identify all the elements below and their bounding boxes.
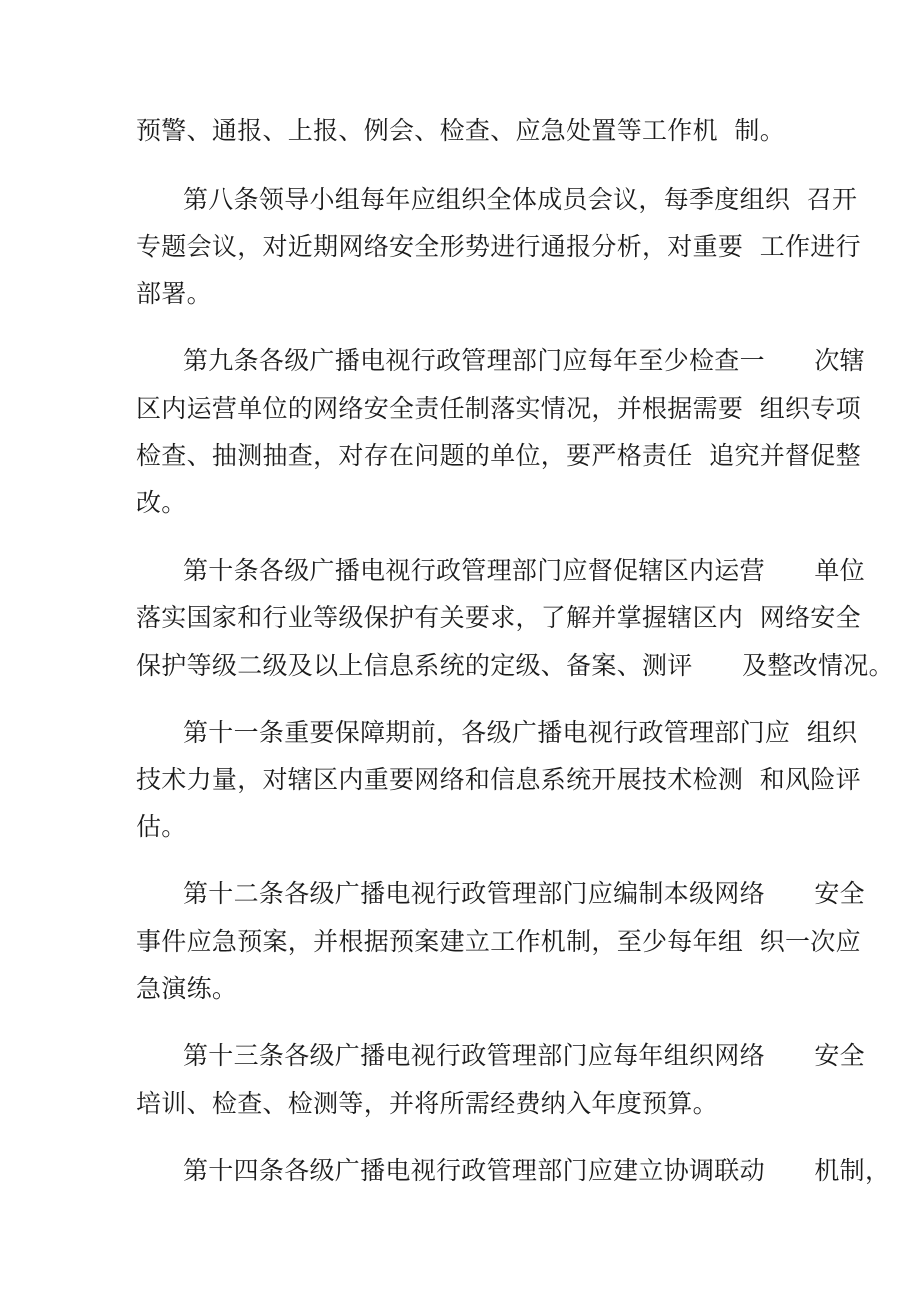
paragraph-line: 第十四条各级广播电视行政管理部门应建立协调联动 机制， — [183, 1156, 891, 1185]
paragraph-line: 专题会议，对近期网络安全形势进行通报分析，对重要 工作进行 — [136, 232, 861, 261]
paragraph-line: 急演练。 — [136, 974, 238, 1003]
paragraph-line: 检查、抽测抽查，对存在问题的单位，要严格责任 追究并督促整 — [136, 441, 861, 470]
paragraph-line: 第十三条各级广播电视行政管理部门应每年组织网络 安全 — [183, 1041, 865, 1070]
paragraph-line: 预警、通报、上报、例会、检查、应急处置等工作机 制。 — [136, 116, 785, 145]
paragraph-line: 第九条各级广播电视行政管理部门应每年至少检查一 次辖 — [183, 346, 865, 375]
paragraph-line: 部署。 — [136, 279, 212, 308]
paragraph-line: 第十二条各级广播电视行政管理部门应编制本级网络 安全 — [183, 879, 865, 908]
paragraph-line: 培训、检查、检测等，并将所需经费纳入年度预算。 — [136, 1089, 718, 1118]
paragraph-line: 落实国家和行业等级保护有关要求，了解并掌握辖区内 网络安全 — [136, 603, 861, 632]
paragraph-line: 保护等级二级及以上信息系统的定级、备案、测评 及整改情况。 — [136, 651, 894, 680]
paragraph-line: 估。 — [136, 812, 187, 841]
paragraph-line: 第十条各级广播电视行政管理部门应督促辖区内运营 单位 — [183, 556, 865, 585]
paragraph-line: 第八条领导小组每年应组织全体成员会议，每季度组织 召开 — [183, 185, 858, 214]
paragraph-line: 事件应急预案，并根据预案建立工作机制，至少每年组 织一次应 — [136, 927, 861, 956]
paragraph-line: 区内运营单位的网络安全责任制落实情况，并根据需要 组织专项 — [136, 394, 861, 423]
paragraph-line: 技术力量，对辖区内重要网络和信息系统开展技术检测 和风险评 — [136, 765, 861, 794]
paragraph-line: 改。 — [136, 488, 187, 517]
paragraph-line: 第十一条重要保障期前，各级广播电视行政管理部门应 组织 — [183, 718, 858, 747]
